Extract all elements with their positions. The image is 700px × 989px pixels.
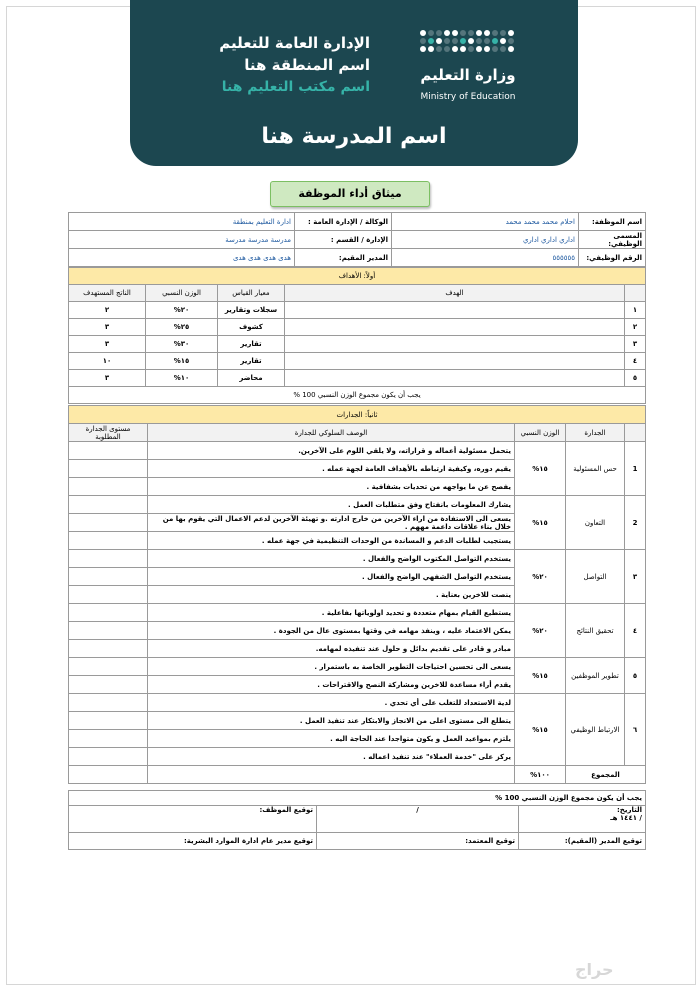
comp-header-num xyxy=(625,424,646,442)
competency-level[interactable] xyxy=(69,460,148,478)
logo-dot xyxy=(444,46,450,52)
competency-row xyxy=(69,694,646,712)
goal-num: ١ xyxy=(625,302,646,319)
school-name: اسم المدرسة هنا xyxy=(261,124,447,149)
competency-level[interactable] xyxy=(69,550,148,568)
competency-description: يشارك المعلومات بانفتاح وفق متطلبات العمل . xyxy=(148,496,515,514)
competency-description: مبادر و قادر على تقديم بدائل و حلول عند تنفيذه لمهامه. xyxy=(148,640,515,658)
goal-row xyxy=(69,353,646,370)
logo-dot xyxy=(500,38,506,44)
competency-level[interactable] xyxy=(69,676,148,694)
goals-weight-note: يجب أن يكون مجموع الوزن النسبي 100 % xyxy=(69,387,646,404)
manager-label: المدير المقيم: xyxy=(295,249,392,267)
competency-description: يلتزم بمواعيد العمل و يكون متواجدا عند الحاجة اليه . xyxy=(148,730,515,748)
competency-level[interactable] xyxy=(69,640,148,658)
logo-dot xyxy=(484,46,490,52)
logo-dot xyxy=(492,38,498,44)
competency-name: تحقيق النتائج xyxy=(566,604,625,658)
logo-dot xyxy=(444,38,450,44)
logo-dot xyxy=(508,30,514,36)
goal-num: ٤ xyxy=(625,353,646,370)
competency-weight: ١٥% xyxy=(515,694,566,766)
comp-header-desc: الوصف السلوكي للجدارة xyxy=(148,424,515,442)
date-label: التاريخ: xyxy=(616,806,642,814)
competency-description: لدية الاستعداد للتغلب على أي تحدي . xyxy=(148,694,515,712)
logo-dot xyxy=(436,30,442,36)
competency-level[interactable] xyxy=(69,604,148,622)
logo-dot xyxy=(460,30,466,36)
competency-level[interactable] xyxy=(69,622,148,640)
goal-target: ٢ xyxy=(69,302,146,319)
competency-name: تطوير الموظفين xyxy=(566,658,625,694)
goal-goal xyxy=(285,370,625,387)
competency-description: يقدم أراء مساعدة للاخرين ومشاركة النصح والاقتراحات . xyxy=(148,676,515,694)
goal-row xyxy=(69,319,646,336)
goals-table xyxy=(68,267,646,404)
goal-target: ٣ xyxy=(69,319,146,336)
goal-goal xyxy=(285,319,625,336)
administration-block xyxy=(200,36,370,102)
dept-value: مدرسة مدرسة مدرسة xyxy=(69,231,295,249)
watermark: حراج xyxy=(575,960,614,979)
logo-dot xyxy=(492,30,498,36)
goal-weight: ٢٥% xyxy=(146,319,218,336)
competency-name: حس المسئولية xyxy=(566,442,625,496)
competency-description: ينصت للاخرين بعناية . xyxy=(148,586,515,604)
admin-line-2: اسم المنطقة هنا xyxy=(244,56,370,74)
competencies-section-title: ثانياً: الجدارات xyxy=(69,406,646,424)
competency-row xyxy=(69,604,646,622)
job-no-label: الرقم الوظيفي: xyxy=(579,249,646,267)
competency-name: التعاون xyxy=(566,496,625,550)
competency-description: يركز على "خدمة العملاء" عند تنفيذ اعماله . xyxy=(148,748,515,766)
job-title-value: اداري اداري اداري xyxy=(392,231,579,249)
employee-name-label: اسم الموظفة: xyxy=(579,213,646,231)
logo-dot xyxy=(436,38,442,44)
logo-dot xyxy=(460,38,466,44)
logo-dot xyxy=(508,46,514,52)
footer-weight-note: يجب أن يكون مجموع الوزن النسبي 100 % xyxy=(69,791,646,806)
competency-description: يسعى الى تحسين احتياجات التطوير الخاصة به باستمرار . xyxy=(148,658,515,676)
ministry-name-en: Ministry of Education xyxy=(420,92,516,102)
competency-level[interactable] xyxy=(69,532,148,550)
competency-weight: ١٥% xyxy=(515,658,566,694)
goals-header-goal: الهدف xyxy=(285,285,625,302)
ministry-name-ar: وزارة التعليم xyxy=(420,66,516,84)
goal-target: ١٠ xyxy=(69,353,146,370)
logo-dot xyxy=(452,38,458,44)
goal-measure: كشوف xyxy=(218,319,285,336)
logo-dot xyxy=(468,38,474,44)
logo-dot xyxy=(484,38,490,44)
signature-table xyxy=(68,790,646,850)
goals-header-target: الناتج المستهدف xyxy=(69,285,146,302)
form-title: ميثاق أداء الموظفة xyxy=(270,181,430,207)
logo-dot xyxy=(492,46,498,52)
comp-total-value: ١٠٠% xyxy=(515,766,566,784)
competency-description: يتطلع الى مستوى اعلى من الانجاز والابتكار عند تنفيذ العمل . xyxy=(148,712,515,730)
competency-level[interactable] xyxy=(69,514,148,532)
competency-row xyxy=(69,442,646,460)
goals-header-num xyxy=(625,285,646,302)
hr-signature-field[interactable]: توقيع مدير عام ادارة الموارد البشرية: xyxy=(69,833,317,850)
comp-header-name: الجدارة xyxy=(566,424,625,442)
logo-dot xyxy=(476,46,482,52)
agency-value: ادارة التعليم بمنطقة xyxy=(69,213,295,231)
job-no-value: ٥٥٥٥٥٥ xyxy=(392,249,579,267)
goal-goal xyxy=(285,353,625,370)
goal-num: ٣ xyxy=(625,336,646,353)
logo-dot xyxy=(476,30,482,36)
manager-value: هدى هدى هدى هدى xyxy=(69,249,295,267)
comp-total-label: المجموع xyxy=(566,766,646,784)
goal-measure: محاضر xyxy=(218,370,285,387)
goal-target: ٣ xyxy=(69,370,146,387)
competency-level[interactable] xyxy=(69,496,148,514)
competency-level[interactable] xyxy=(69,568,148,586)
competency-weight: ١٥% xyxy=(515,496,566,550)
admin-line-1: الإدارة العامة للتعليم xyxy=(219,34,370,52)
logo-dot xyxy=(428,38,434,44)
logo-dot xyxy=(436,46,442,52)
competency-level[interactable] xyxy=(69,478,148,496)
competency-description: يفصح عن ما يواجهه من تحديات بشفافية . xyxy=(148,478,515,496)
date-separator: / xyxy=(317,806,519,833)
competency-number: ٦ xyxy=(625,694,646,766)
goal-target: ٣ xyxy=(69,336,146,353)
logo-dot xyxy=(468,30,474,36)
employee-info-table xyxy=(68,212,646,267)
competency-level[interactable] xyxy=(69,730,148,748)
goal-weight: ٢٠% xyxy=(146,302,218,319)
competency-level[interactable] xyxy=(69,658,148,676)
competency-number: 1 xyxy=(625,442,646,496)
competency-number: ٣ xyxy=(625,550,646,604)
competency-description: يتحمل مسئولية أعماله و قراراته، ولا يلقي اللوم على الآخرين. xyxy=(148,442,515,460)
competency-row xyxy=(69,496,646,514)
logo-dot xyxy=(468,46,474,52)
date-value: / ١٤٤١ هـ xyxy=(610,814,642,822)
goal-num: ٢ xyxy=(625,319,646,336)
competencies-table xyxy=(68,405,646,784)
comp-total-desc xyxy=(148,766,515,784)
competency-number: ٥ xyxy=(625,658,646,694)
competency-weight: ٢٠% xyxy=(515,604,566,658)
comp-header-level: مستوى الجدارة المطلوبة xyxy=(69,424,148,442)
logo-dot xyxy=(476,38,482,44)
competency-level[interactable] xyxy=(69,586,148,604)
goals-section-title: أولاً: الأهداف xyxy=(69,268,646,285)
comp-header-weight: الوزن النسبي xyxy=(515,424,566,442)
employee-signature-field[interactable]: توقيع الموظف: xyxy=(69,806,317,833)
goals-header-weight: الوزن النسبي xyxy=(146,285,218,302)
logo-dot xyxy=(460,46,466,52)
logo-dot xyxy=(420,46,426,52)
employee-name-value: احلام محمد محمد محمد xyxy=(392,213,579,231)
goal-weight: ٣٠% xyxy=(146,336,218,353)
competency-level[interactable] xyxy=(69,442,148,460)
competency-weight: ٢٠% xyxy=(515,550,566,604)
goal-weight: ١٥% xyxy=(146,353,218,370)
goals-header-measure: معيار القياس xyxy=(218,285,285,302)
logo-dot xyxy=(484,30,490,36)
agency-label: الوكالة / الإدارة العامة : xyxy=(295,213,392,231)
logo-dot xyxy=(428,30,434,36)
competency-name: الارتباط الوظيفي xyxy=(566,694,625,766)
goal-row xyxy=(69,336,646,353)
manager-signature-field[interactable]: توقيع المدير (المقيم): xyxy=(519,833,646,850)
competency-description: يسعى الى الاستفادة من اراء الآخرين من خارج ادارته .و تهيئة الآخرين لدعم الاعمال التي يقوم بها من خلال بناء علاقات داعمة مههم . xyxy=(148,514,515,532)
competency-number: ٤ xyxy=(625,604,646,658)
logo-dot xyxy=(500,30,506,36)
logo-dot xyxy=(452,46,458,52)
logo-dot xyxy=(420,38,426,44)
competency-description: يستخدم التواصل الشفهي الواضح والفعال . xyxy=(148,568,515,586)
logo-dot xyxy=(444,30,450,36)
logo-dot xyxy=(420,30,426,36)
page-header xyxy=(130,0,578,166)
competency-description: يمكن الاعتماد عليه ، وينفذ مهامه في وقتها بمستوى عال من الجودة . xyxy=(148,622,515,640)
competency-row xyxy=(69,658,646,676)
goal-row xyxy=(69,370,646,387)
goal-measure: تقارير xyxy=(218,336,285,353)
logo-dot xyxy=(452,30,458,36)
competency-weight: ١٥% xyxy=(515,442,566,496)
logo-dot xyxy=(500,46,506,52)
ministry-logo-icon xyxy=(420,30,520,54)
competency-description: يقيم دوره، وكيفية ارتباطه بالأهداف العامة لجهة عمله . xyxy=(148,460,515,478)
competency-level[interactable] xyxy=(69,748,148,766)
goal-row xyxy=(69,302,646,319)
goal-goal xyxy=(285,336,625,353)
competency-level[interactable] xyxy=(69,694,148,712)
competency-number: 2 xyxy=(625,496,646,550)
competency-name: التواصل xyxy=(566,550,625,604)
job-title-label: المسمى الوظيفي: xyxy=(579,231,646,249)
competency-row xyxy=(69,550,646,568)
goal-measure: تقارير xyxy=(218,353,285,370)
comp-total-level xyxy=(69,766,148,784)
competency-level[interactable] xyxy=(69,712,148,730)
dept-label: الإدارة / القسم : xyxy=(295,231,392,249)
competency-description: يستطيع القيام بمهام متعددة و تحديد اولوياتها بفاعلية . xyxy=(148,604,515,622)
logo-dot xyxy=(508,38,514,44)
competency-description: يستجيب لطلبات الدعم و المساندة من الوحدات التنظيمية في جهة عمله . xyxy=(148,532,515,550)
admin-line-3: اسم مكتب التعليم هنا xyxy=(221,79,370,95)
logo-dot xyxy=(428,46,434,52)
competency-description: يستخدم التواصل المكتوب الواضح والفعال . xyxy=(148,550,515,568)
goal-goal xyxy=(285,302,625,319)
goal-measure: سجلات وتقارير xyxy=(218,302,285,319)
approver-signature-field[interactable]: توقيع المعتمد: xyxy=(317,833,519,850)
goal-num: ٥ xyxy=(625,370,646,387)
goal-weight: ١٠% xyxy=(146,370,218,387)
